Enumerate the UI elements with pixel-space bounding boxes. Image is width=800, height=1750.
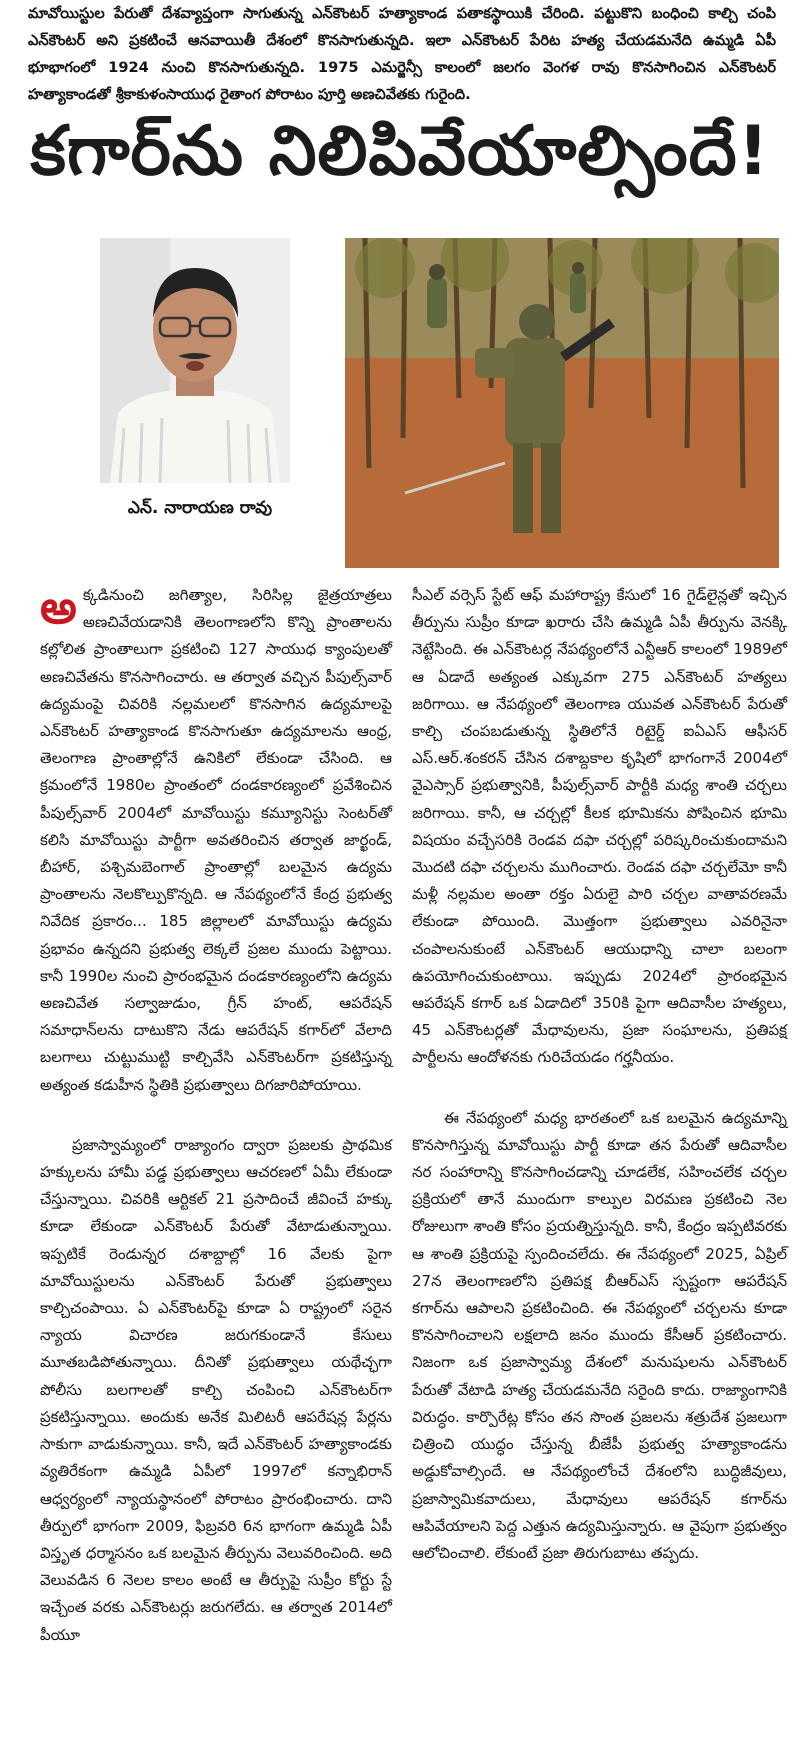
paragraph-text: క్కడినుంచి జగిత్యాల, సిరిసిల్ల జైత్రయాత్రలు అణచివేయడానికి తెలంగాణలోని కొన్ని ప్రాంతాలను కల్లోలిత ప్రాంతాలుగా ప్రకటించి 127 సాయుధ క్యాంపులతో అణచివేతను కొనసాగించారు. ఆ తర్వాత వచ్చిన పీపుల్స్‌వార్ ఉద్యమంపై చివరికి నల్లమలలో కొనసాగిన ఉద్యమాలపై ఎన్‌కౌంటర్ హత్యాకాండ కొనసాగుతూ ఉద్యమాలను ఆంధ్ర, తెలంగాణ ప్రాంతాల్లోనే ఉనికిలో లేకుండా చేసింది. ఆ క్రమంలోనే 1980ల ప్రాంతంలో దండకారణ్యంలో ప్రవేశించిన పీపుల్స్‌వార్ 2004లో మావోయిస్టు కమ్యూనిస్టు సెంటర్‌తో కలిసి మావోయిస్టు పార్టీగా అవతరించిన తర్వాత జార్ఖండ్, బీహార్, పశ్చిమబెంగాల్ ప్రాంతాల్లో బలమైన ఉద్యమ ప్రాంతాలను నెలకొల్పుకొన్నది. ఆ నేపథ్యంలోనే కేంద్ర ప్రభుత్వ నివేదిక ప్రకారం... 185 జిల్లాలలో మావోయిస్టు ఉద్యమ ప్రభావం ఉన్నదని ప్రభుత్వ లెక్కలే ప్రజల ముందు పెట్టాయి. కానీ 1990ల నుంచి ప్రారంభమైన దండకారణ్యంలోని ఉద్యమ అణచివేత సల్వాజుడుం, గ్రీన్ హంట్, ఆపరేషన్ సమాధాన్‌లను దాటుకొని నేడు ఆపరేషన్ కగార్‌లో వేలాది బలగాలు చుట్టుముట్టి కాల్చివేసి ఎన్‌కౌంటర్‌గా ప్రకటిస్తున్న అత్యంత కడుహీన స్థితికి ప్రభుత్వాలు దిగజారిపోయాయి.: [40, 586, 392, 1094]
headline: కగార్‌ను నిలిపివేయాల్సిందే!: [30, 112, 770, 191]
author-photo: [100, 238, 290, 483]
author-portrait-illustration: [100, 238, 290, 483]
article-paragraph: [40, 582, 392, 1099]
drop-cap: అ: [40, 580, 77, 634]
article-paragraph: ప్రజాస్వామ్యంలో రాజ్యాంగం ద్వారా ప్రజలకు ప్రాథమిక హక్కులను హామీ పడ్డ ప్రభుత్వాలు ఆచరణలో ఏమీ లేకుండా చేస్తున్నాయి. చివరికి ఆర్టికల్ 21 ప్రసాదించే జీవించే హక్కు కూడా లేకుండా ఎన్‌కౌంటర్ పేరుతో వేటాడుతున్నాయి. ఇప్పటికే రెండున్నర దశాబ్దాల్లో 16 వేలకు పైగా మావోయిస్టులను ఎన్‌కౌంటర్ పేరుతో ప్రభుత్వాలు కాల్చిచంపాయి. ఏ ఎన్‌కౌంటర్‌పై కూడా ఏ రాష్ట్రంలో సరైన న్యాయ విచారణ జరుగకుండానే కేసులు మూతబడిపోతున్నాయి. దీనితో ప్రభుత్వాలు యథేచ్ఛగా పోలీసు బలగాలతో కాల్చి చంపించి ఎన్‌కౌంటర్‌గా ప్రకటిస్తున్నాయి. అందుకు అనేక మిలిటరీ ఆపరేషన్ల పేర్లను సాకుగా వాడుకున్నాయి. కానీ, ఇదే ఎన్‌కౌంటర్ హత్యాకాండకు వ్యతిరేకంగా ఉమ్మడి ఏపీలో 1997లో కన్నాభిరాన్ ఆధ్వర్యంలో న్యాయస్థానంలో పోరాటం ప్రారంభించారు. దాని తీర్పులో భాగంగా 2009, ఫిబ్రవరి 6న భాగంగా ఉమ్మడి ఏపీ విస్తృత ధర్మాసనం ఒక బలమైన తీర్పును వెలువరించింది. అది వెలువడిన 6 నెలల కాలం అంటే ఆ తీర్పుపై సుప్రీం కోర్టు స్టే ఇచ్చేంత వరకు ఎన్‌కౌంటర్లు జరుగలేదు. ఆ తర్వాత 2014లో పీయూ: [40, 1135, 392, 1644]
forest-patrol-illustration: [345, 238, 779, 568]
article-paragraph: ఈ నేపథ్యంలో మధ్య భారతంలో ఒక బలమైన ఉద్యమాన్ని కొనసాగిస్తున్న మావోయిస్టు పార్టీ కూడా తన పేరుతో ఆదివాసీల నర సంహారాన్ని కొనసాగించడాన్ని చూడలేక, సహించలేక చర్చల ప్రక్రియలో తానే ముందుగా కాల్పుల విరమణ ప్రకటించి నెల రోజులుగా శాంతి కోసం ప్రయత్నిస్తున్నది. కానీ, కేంద్రం ఇప్పటివరకు ఆ శాంతి ప్రక్రియపై స్పందించలేదు. ఈ నేపథ్యంలో 2025, ఏప్రిల్ 27న తెలంగాణలోని ప్రతిపక్ష బీఆర్‌ఎస్ స్పష్టంగా ఆపరేషన్ కగార్‌ను ఆపాలని ప్రకటించింది. ఈ నేపథ్యంలో చర్చలను కూడా కొనసాగించాలని లక్షలాది జనం ముందు కేసీఆర్ ప్రకటించారు. నిజంగా ఒక ప్రజాస్వామ్య దేశంలో మనుషులను ఎన్‌కౌంటర్ పేరుతో వేటాడి హత్య చేయడమనేది సరైంది కాదు. రాజ్యాంగానికి విరుద్ధం. కార్పొరేట్ల కోసం తన సొంత ప్రజలను శత్రుదేశ ప్రజలుగా చిత్రించి యుద్ధం చేస్తున్న బీజేపీ ప్రభుత్వ హత్యాకాండను అడ్డుకోవాల్సిందే. ఆ నేపథ్యంలోంచే దేశంలోని బుద్ధిజీవులు, ప్రజాస్వామికవాదులు, మేధావులు ఆపరేషన్ కగార్‌ను ఆపివేయాలని పెద్ద ఎత్తున ఉద్యమిస్తున్నారు. ఆ వైపుగా ప్రభుత్వం ఆలోచించాలి. లేకుంటే ప్రజా తిరుగుబాటు తప్పదు.: [412, 1108, 787, 1562]
forest-patrol-photo: [345, 238, 779, 568]
article-column-right: [412, 582, 787, 1567]
article-column-left: [40, 582, 392, 1649]
author-caption: ఎన్. నారాయణ రావు: [127, 498, 273, 518]
article-paragraph: సీఎల్ వర్సెస్ స్టేట్ ఆఫ్ మహారాష్ట్ర కేసులో 16 గైడ్‌లైన్లతో ఇచ్చిన తీర్పును సుప్రీం కూడా ఖరారు చేసి ఉమ్మడి ఏపీ తీర్పును వెనక్కి నెట్టేసింది. ఈ ఎన్‌కౌంటర్ల నేపథ్యంలోనే ఎన్టీఆర్ కాలంలో 1989లో ఆ ఏడాదే అత్యంత ఎక్కువగా 275 ఎన్‌కౌంటర్ హత్యలు జరిగాయి. ఆ నేపథ్యంలో తెలంగాణ యువత ఎన్‌కౌంటర్ పేరుతో కాల్చి చంపబడుతున్న స్థితిలోనే రిటైర్డ్ ఐఏఎస్ ఆఫీసర్ ఎస్.ఆర్.శంకరన్ చేసిన దశాబ్దకాల కృషిలో భాగంగానే 2004లో వైఎస్సార్ ప్రభుత్వానికి, పీపుల్స్‌వార్ పార్టీకి మధ్య శాంతి చర్చలు జరిగాయి. కానీ, ఆ చర్చల్లో కీలక భూమికను పోషించిన భూమి విషయం వచ్చేసరికి రెండవ దఫా చర్చల్లో పరిష్కరించుకుందామని మొదటి దఫా చర్చలను ముగించారు. రెండవ దఫా చర్చలేమో కానీ మళ్లీ నల్లమల అంతా రక్తం ఏరులై పారి చర్చల వాతావరణమే లేకుండా పోయింది. మొత్తంగా ప్రభుత్వాలు ఎవరినైనా చంపాలనుకుంటే ఎన్‌కౌంటర్ ఆయుధాన్ని చాలా బలంగా ఉపయోగించుకుంటాయి. ఇప్పుడు 2024లో ప్రారంభమైన ఆపరేషన్ కగార్ ఒక ఏడాదిలో 350కి పైగా ఆదివాసీల హత్యలు, 45 ఎన్‌కౌంటర్లతో మేధావులను, ప్రజా సంఘాలను, ప్రతిపక్ష పార్టీలను ఆందోళనకు గురిచేయడం గర్హనీయం.: [412, 586, 787, 1067]
intro-paragraph: మావోయిస్టుల పేరుతో దేశవ్యాప్తంగా సాగుతున్న ఎన్‌కౌంటర్ హత్యాకాండ పతాకస్థాయికి చేరింది. పట్టుకొని బంధించి కాల్చి చంపి ఎన్‌కౌంటర్ అని ప్రకటించే ఆనవాయితీ దేశంలో కొనసాగుతున్నది. ఇలా ఎన్‌కౌంటర్ పేరిట హత్య చేయడమనేది ఉమ్మడి ఏపీ భూభాగంలో 1924 నుంచి కొనసాగుతున్నది. 1975 ఎమర్జెన్సీ కాలంలో జలగం వెంగళ రావు కొనసాగించిన ఎన్‌కౌంటర్ హత్యాకాండతో శ్రీకాకుళంసాయుధ రైతాంగ పోరాటం పూర్తి అణచివేతకు గురైంది.: [28, 5, 776, 103]
